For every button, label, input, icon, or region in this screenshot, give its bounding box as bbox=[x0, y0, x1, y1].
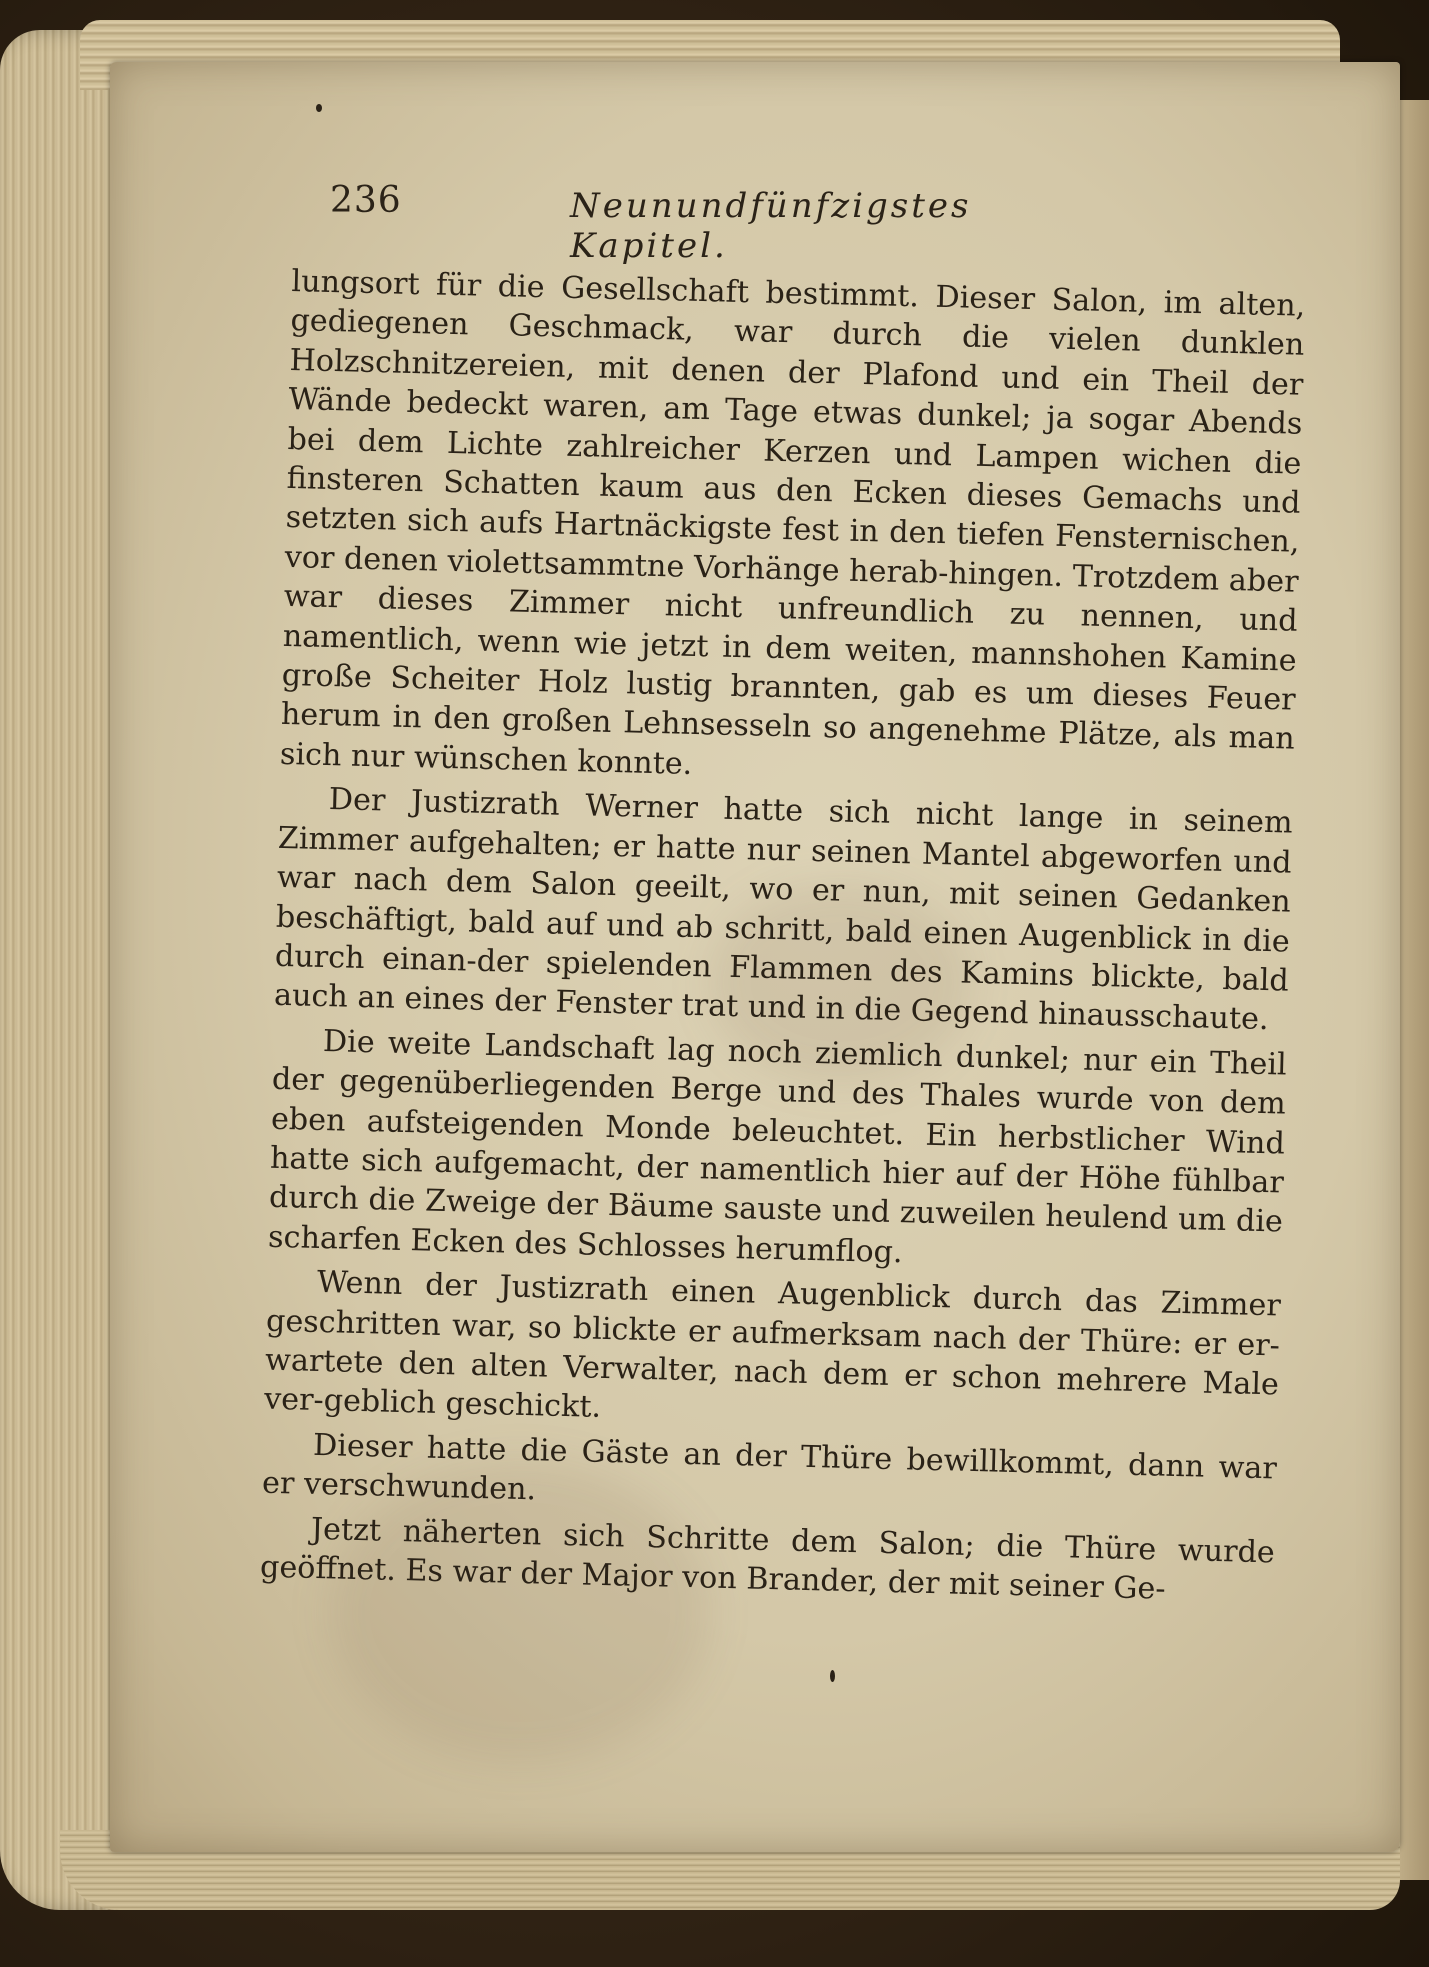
paragraph: Dieser hatte die Gäste an der Thüre bewillkommt, dann war er verschwunden. bbox=[261, 1427, 1278, 1508]
paragraph: Der Justizrath Werner hatte sich nicht lange in seinem Zimmer aufgehalten; er hatte nur seinen Mantel abgeworfen und war nach dem Salon geeilt, wo er nun, mit seinen Gedanken beschäftigt, bald auf und ab schritt, bald einen Augenblick in die durch einan-der spielenden Flammen des Kamins blickte, bald auch an eines der Fenster trat und in die Gegend hinausschaute. bbox=[273, 782, 1294, 1038]
body-text bbox=[260, 262, 1306, 1612]
paragraph: lungsort für die Gesellschaft bestimmt. Dieser Salon, im alten, gediegenen Geschmack, war durch die vielen dunklen Holzschnitzereien, mit denen der Plafond und ein Theil der Wände bedeckt waren, am Tage etwas dunkel; ja sogar Abends bei dem Lichte zahlreicher Kerzen und Lampen wichen die finsteren Schatten kaum aus den Ecken dieses Gemachs und setzten sich aufs Hartnäckigste fest in den tiefen Fensternischen, vor denen violettsammtne Vorhänge herab-hingen. Trotzdem aber war dieses Zimmer nicht unfreundlich zu nennen, und namentlich, wenn wie jetzt in dem weiten, mannshohen Kamine große Scheiter Holz lustig brannten, gab es um dieses Feuer herum in den großen Lehnsesseln so angenehme Plätze, als man sich nur wünschen konnte. bbox=[279, 263, 1306, 782]
paragraph: Wenn der Justizrath einen Augenblick durch das Zimmer geschritten war, so blickte er aufmerksam nach der Thüre: er er-wartete den alten Verwalter, nach dem er schon mehrere Male ver-geblich geschickt. bbox=[263, 1265, 1282, 1426]
paragraph: Die weite Landschaft lag noch ziemlich dunkel; nur ein Theil der gegenüberliegenden Berge und des Thales wurde von dem eben aufsteigenden Monde beleuchtet. Ein herbstlicher Wind hatte sich aufgemacht, der namentlich hier auf der Höhe fühlbar durch die Zweige der Bäume sauste und zuweilen heulend um die scharfen Ecken des Schlosses herumflog. bbox=[267, 1023, 1288, 1270]
ink-speck bbox=[830, 1670, 835, 1682]
page-header bbox=[330, 180, 1110, 266]
paragraph: Jetzt näherten sich Schritte dem Salon; die Thüre wurde geöffnet. Es war der Major von Brander, der mit seiner Ge- bbox=[259, 1511, 1276, 1607]
page-number: 236 bbox=[330, 180, 402, 221]
running-head: Neunundfünfzigstes Kapitel. bbox=[570, 186, 972, 266]
ink-speck bbox=[316, 104, 322, 112]
